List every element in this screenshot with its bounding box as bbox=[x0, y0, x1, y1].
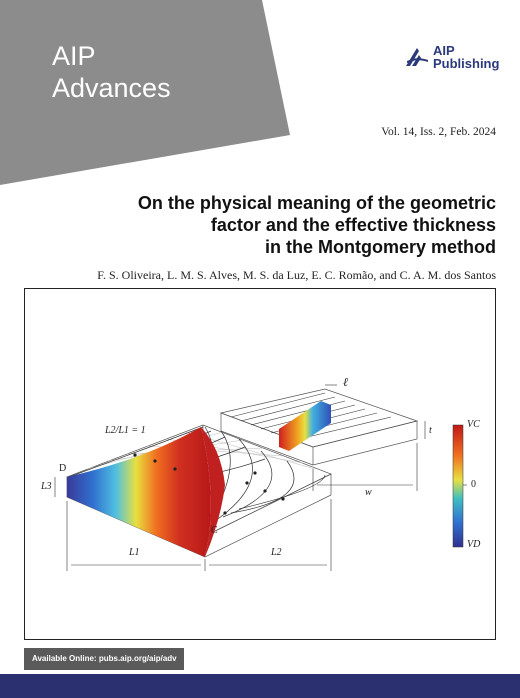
issue-info: Vol. 14, Iss. 2, Feb. 2024 bbox=[381, 126, 496, 138]
l2-label: L2 bbox=[271, 547, 282, 558]
article-title-line: factor and the effective thickness bbox=[210, 215, 496, 235]
cover-figure bbox=[24, 288, 496, 640]
article-title-line: On the physical meaning of the geometric bbox=[137, 193, 496, 213]
article-title-line: in the Montgomery method bbox=[265, 237, 496, 257]
colorbar bbox=[453, 425, 463, 547]
potential-surface bbox=[67, 427, 211, 557]
small-dimensions bbox=[313, 385, 425, 491]
colorbar-mid-label: 0 bbox=[471, 479, 476, 490]
l1-label: L1 bbox=[129, 547, 140, 558]
l3-label: L3 bbox=[41, 481, 52, 492]
montgomery-diagram bbox=[25, 289, 496, 640]
footer-bar bbox=[0, 674, 520, 698]
article-title bbox=[76, 192, 496, 258]
aip-logo-icon bbox=[404, 46, 430, 68]
small-slab-potential bbox=[279, 401, 331, 451]
journal-title bbox=[52, 40, 171, 104]
t-label: t bbox=[429, 425, 432, 436]
ratio-label: L2/L1 = 1 bbox=[105, 425, 146, 436]
colorbar-top-label: VC bbox=[467, 419, 480, 430]
point-d-label: D bbox=[59, 463, 67, 474]
publisher-logo bbox=[404, 44, 499, 70]
available-online-link[interactable]: Available Online: pubs.aip.org/aip/adv bbox=[24, 648, 184, 670]
publisher-name-line2: Publishing bbox=[433, 56, 500, 71]
colorbar-bottom-label: VD bbox=[467, 539, 481, 550]
journal-title-line2: Advances bbox=[52, 73, 171, 103]
point-c-label: C bbox=[211, 525, 218, 536]
article-authors: F. S. Oliveira, L. M. S. Alves, M. S. da Luz, E. C. Romão, and C. A. M. dos Santos bbox=[97, 268, 496, 282]
ell-label: ℓ bbox=[343, 375, 348, 389]
journal-title-line1: AIP bbox=[52, 41, 96, 71]
w-label: w bbox=[365, 487, 372, 498]
publisher-name-line1: AIP bbox=[433, 43, 455, 58]
